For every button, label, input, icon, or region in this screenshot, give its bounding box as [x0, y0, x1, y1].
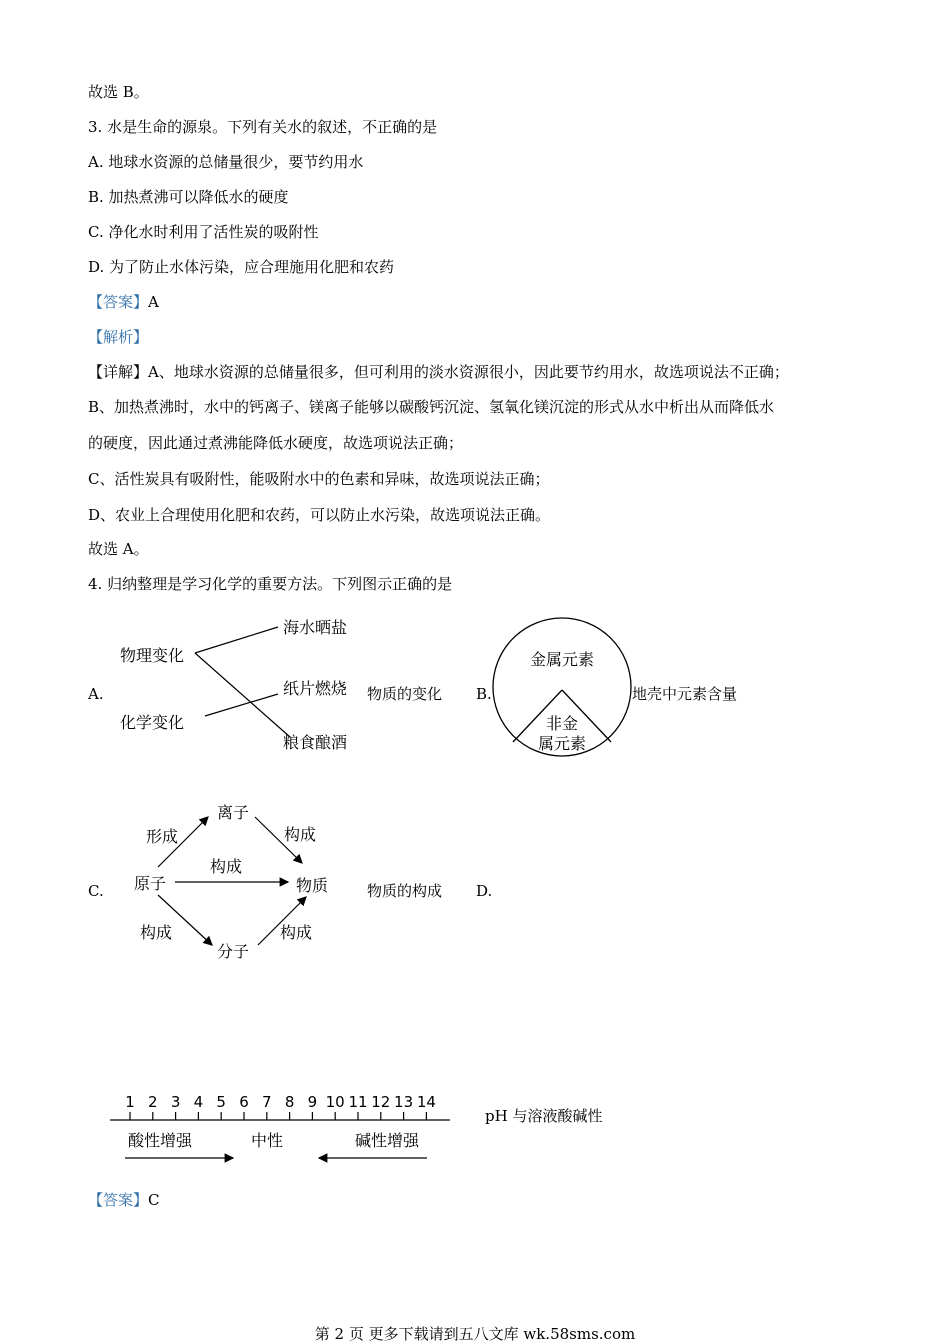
label-make: 构成: [284, 825, 317, 844]
answer-line: [88, 292, 159, 312]
question-4: 4. 归纳整理是学习化学的重要方法。下列图示正确的是: [88, 575, 453, 593]
option-c-label: C.: [88, 882, 104, 900]
option-a-label: A.: [88, 685, 104, 703]
detail-a: A、地球水资源的总储量很多，但可利用的淡水资源很小，因此要节约用水，故选项说法不正确；: [148, 363, 789, 381]
label-molecule: 分子: [217, 942, 250, 961]
label-make: 构成: [140, 923, 173, 942]
option-3d: D. 为了防止水体污染，应合理施用化肥和农药: [88, 258, 395, 276]
diagram-b: [490, 612, 635, 762]
ph-tick-label: 3: [170, 1093, 181, 1111]
ph-tick-label: 6: [239, 1093, 249, 1111]
ph-tick-label: 11: [348, 1093, 368, 1111]
text-line: 故选 B。: [88, 83, 149, 101]
label-form: 形成: [146, 827, 179, 846]
label-metal: 金属元素: [529, 650, 595, 669]
diagram-d: [105, 1088, 455, 1168]
ph-tick-label: 2: [148, 1093, 158, 1111]
option-3b: B. 加热煮沸可以降低水的硬度: [88, 188, 289, 206]
label-paper-burn: 纸片燃烧: [283, 679, 348, 698]
label-nonmetal-2: 属元素: [537, 734, 587, 753]
label-matter: 物质: [296, 876, 329, 895]
detail-b2: 的硬度，因此通过煮沸能降低水硬度，故选项说法正确；: [88, 434, 464, 452]
ph-tick-label: 1: [125, 1093, 135, 1111]
label-physical: 物理变化: [120, 646, 185, 665]
option-c-caption: 物质的构成: [367, 882, 443, 900]
ph-tick-label: 4: [193, 1093, 204, 1111]
option-d-label: D.: [476, 882, 493, 900]
link-line: [205, 694, 278, 716]
option-b-caption: 地壳中元素含量: [632, 685, 738, 703]
label-sea-salt: 海水晒盐: [283, 618, 348, 637]
text-line: 故选 A。: [88, 540, 149, 558]
ph-tick-label: 14: [416, 1093, 436, 1111]
ph-tick-label: 13: [394, 1093, 414, 1111]
label-acid: 酸性增强: [127, 1131, 193, 1150]
label-brewing: 粮食酿酒: [283, 733, 348, 752]
ph-tick-label: 5: [216, 1093, 226, 1111]
answer-line-2: [88, 1190, 160, 1210]
label-chemical: 化学变化: [120, 713, 185, 732]
label-neutral: 中性: [250, 1131, 284, 1150]
option-d-caption: pH 与溶液酸碱性: [485, 1107, 603, 1125]
answer-value: A: [148, 293, 159, 311]
label-ion: 离子: [217, 803, 250, 822]
label-make: 构成: [280, 923, 313, 942]
answer-tag: 【答案】: [88, 293, 149, 311]
ph-tick-label: 8: [284, 1093, 295, 1111]
detail-a-line: [88, 362, 789, 382]
detail-d: D、农业上合理使用化肥和农药，可以防止水污染，故选项说法正确。: [88, 506, 551, 524]
label-nonmetal-1: 非金: [545, 714, 579, 733]
detail-b1: B、加热煮沸时，水中的钙离子、镁离子能够以碳酸钙沉淀、氢氧化镁沉淀的形式从水中析出从而降低水: [88, 398, 775, 416]
label-base: 碱性增强: [354, 1131, 420, 1150]
option-3a: A. 地球水资源的总储量很少，要节约用水: [88, 153, 364, 171]
analysis-tag: 【解析】: [88, 328, 149, 346]
option-3c: C. 净化水时利用了活性炭的吸附性: [88, 223, 319, 241]
ph-tick-label: 9: [307, 1093, 318, 1111]
ph-tick-label: 7: [262, 1093, 272, 1111]
question-3: 3. 水是生命的源泉。下列有关水的叙述，不正确的是: [88, 118, 438, 136]
option-b-label: B.: [476, 685, 492, 703]
label-make: 构成: [210, 857, 243, 876]
link-line: [195, 627, 278, 653]
answer-tag: 【答案】: [88, 1191, 149, 1209]
option-a-caption: 物质的变化: [367, 685, 443, 703]
page-footer: 第 2 页 更多下载请到五八文库 wk.58sms.com: [314, 1325, 636, 1343]
detail-c: C、活性炭具有吸附性，能吸附水中的色素和异味，故选项说法正确；: [88, 470, 550, 488]
ph-tick-label: 10: [325, 1093, 345, 1111]
answer-value: C: [148, 1191, 160, 1209]
detail-tag: 【详解】: [88, 363, 149, 381]
label-atom: 原子: [134, 874, 167, 893]
diagram-a: [110, 610, 360, 760]
diagram-c: [120, 795, 360, 970]
ph-tick-label: 12: [371, 1093, 391, 1111]
